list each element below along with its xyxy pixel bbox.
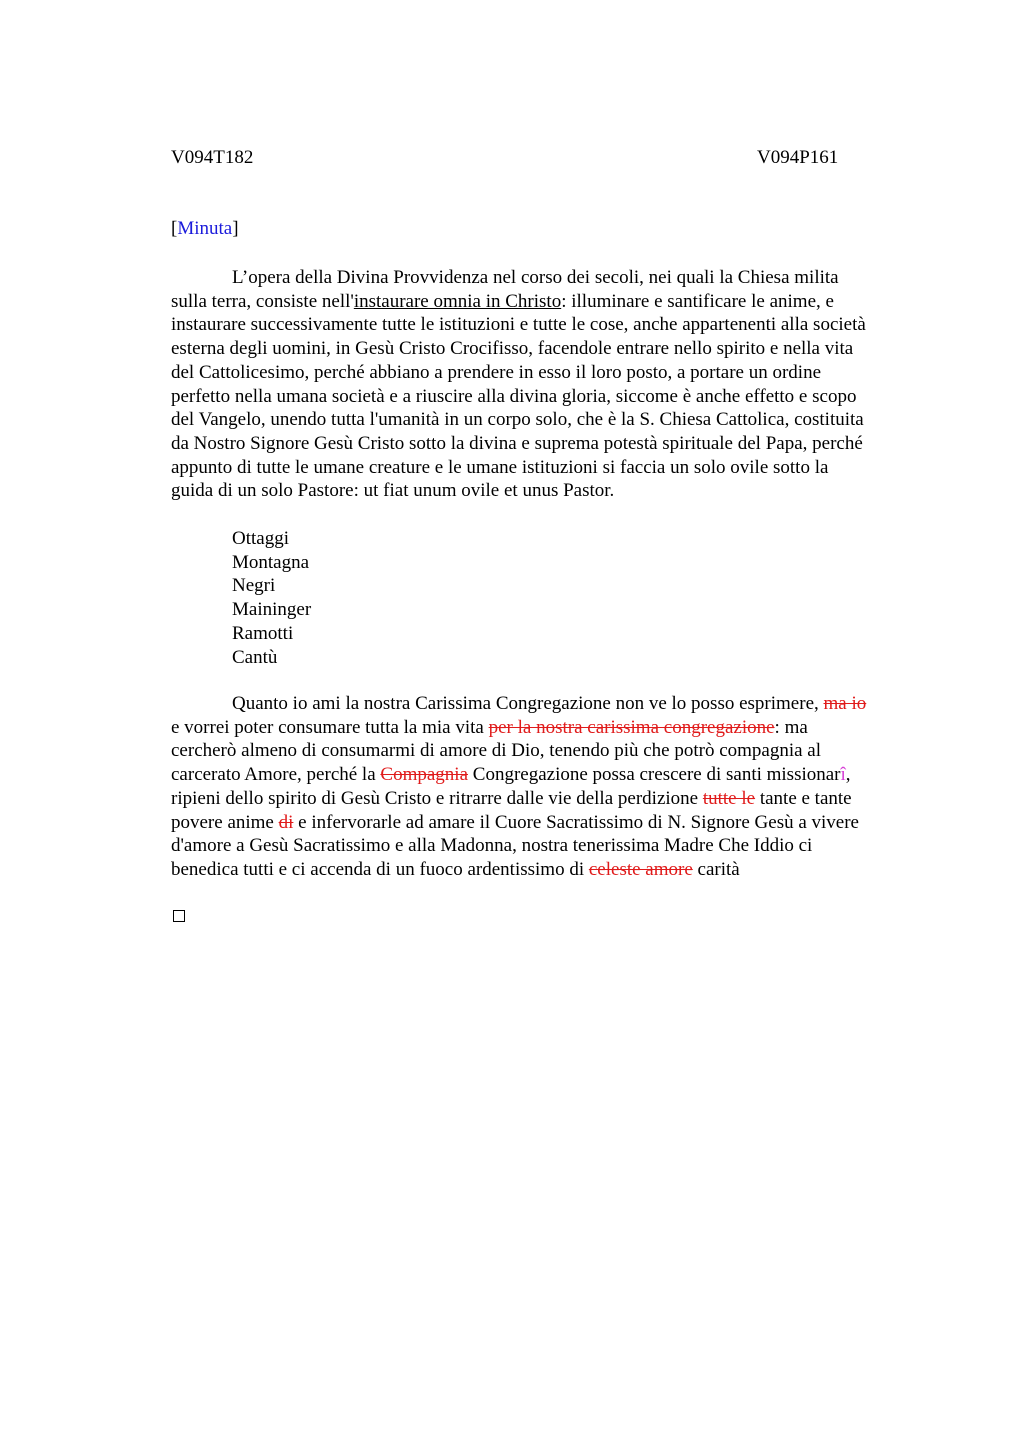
p1-line: del Cattolicesimo, perché abbiano a prendere in esso il loro posto, a portare un ordine	[171, 361, 822, 383]
label-close-bracket: ]	[232, 218, 239, 239]
p1-line: del Vangelo, unendo tutta l'umanità in un corpo solo, che è la S. Chiesa Cattolica, costituita	[171, 409, 864, 431]
deleted-text: per la nostra carissima congregazione	[488, 716, 775, 738]
underlined-latin-phrase: instaurare omnia in Christo	[353, 290, 562, 312]
p2-line	[171, 692, 929, 716]
p2-line	[171, 763, 929, 787]
p1-line: da Nostro Signore Gesù Cristo sotto la divina e suprema potestà spirituale del Papa, perché	[171, 432, 863, 454]
p2-line: d'amore a Gesù Sacratissimo e alla Madonna, nostra tenerissima Madre Che Iddio ci	[171, 835, 813, 857]
p2-text: carità	[692, 858, 740, 880]
deleted-text: ma io	[823, 693, 867, 714]
deleted-text: di	[278, 811, 294, 833]
document-code-right: V094P161	[757, 147, 839, 168]
empty-square-icon	[173, 910, 185, 922]
p2-line	[171, 787, 929, 811]
label-minuta: Minuta	[177, 218, 233, 239]
document-code-left: V094T182	[171, 147, 254, 168]
p2-text: Congregazione possa crescere di santi missionar	[468, 764, 841, 786]
label-open-bracket: [	[171, 218, 178, 239]
p2-line: cercherò almeno di consumarmi di amore di Dio, tenendo più che potrò compagnia al	[171, 740, 822, 762]
paragraph-2	[171, 692, 929, 882]
p1-text: sulla terra, consiste nell'	[171, 290, 354, 312]
p1-line: appunto di tutte le umane creature e le umane istituzioni si faccia un solo ovile sotto la	[171, 456, 829, 478]
marked-character: î	[840, 764, 846, 786]
p2-text: Quanto io ami la nostra Carissima Congregazione non ve lo posso esprimere,	[232, 693, 824, 714]
section-label	[171, 218, 239, 240]
deleted-text: Compagnia	[380, 764, 469, 786]
deleted-text: celeste amore	[588, 858, 693, 880]
p1-line: esterna degli uomini, in Gesù Cristo Crocifisso, facendole entrare nello spirito e nella vita	[171, 338, 854, 360]
names-list	[232, 527, 311, 669]
name-item: Ottaggi	[232, 528, 289, 549]
p2-text: ripieni dello spirito di Gesù Cristo e ritrarre dalle vie della perdizione	[171, 787, 703, 809]
p2-line	[171, 716, 929, 740]
p2-text: tante e tante	[755, 787, 852, 809]
p2-text: e vorrei poter consumare tutta la mia vita	[171, 716, 489, 738]
p2-text: : ma	[774, 716, 808, 738]
deleted-text: tutte le	[702, 787, 756, 809]
p2-line	[171, 858, 929, 882]
p1-line	[171, 290, 929, 314]
p1-line: instaurare successivamente tutte le istituzioni e tutte le cose, anche appartenenti alla società	[171, 314, 866, 336]
name-item: Ramotti	[232, 622, 294, 644]
p2-line	[171, 811, 929, 835]
name-item: Cantù	[232, 646, 278, 668]
p1-line: guida di un solo Pastore: ut fiat unum ovile et unus Pastor.	[171, 480, 615, 502]
p2-text: povere anime	[171, 811, 279, 833]
p2-text: ,	[845, 764, 851, 786]
p2-text: carcerato Amore, perché la	[171, 764, 381, 786]
name-item: Negri	[232, 575, 276, 597]
name-item: Montagna	[232, 551, 310, 573]
p1-line: L’opera della Divina Provvidenza nel corso dei secoli, nei quali la Chiesa milita	[232, 267, 839, 288]
p1-text: : illuminare e santificare le anime, e	[561, 290, 834, 312]
p2-text: e infervorarle ad amare il Cuore Sacratissimo di N. Signore Gesù a vivere	[293, 811, 859, 833]
name-item: Maininger	[232, 599, 312, 621]
p1-line: perfetto nella umana società e a riuscire alla divina gloria, siccome è anche effetto e scopo	[171, 385, 857, 407]
paragraph-1	[171, 266, 929, 503]
p2-text: benedica tutti e ci accenda di un fuoco ardentissimo di	[171, 858, 589, 880]
